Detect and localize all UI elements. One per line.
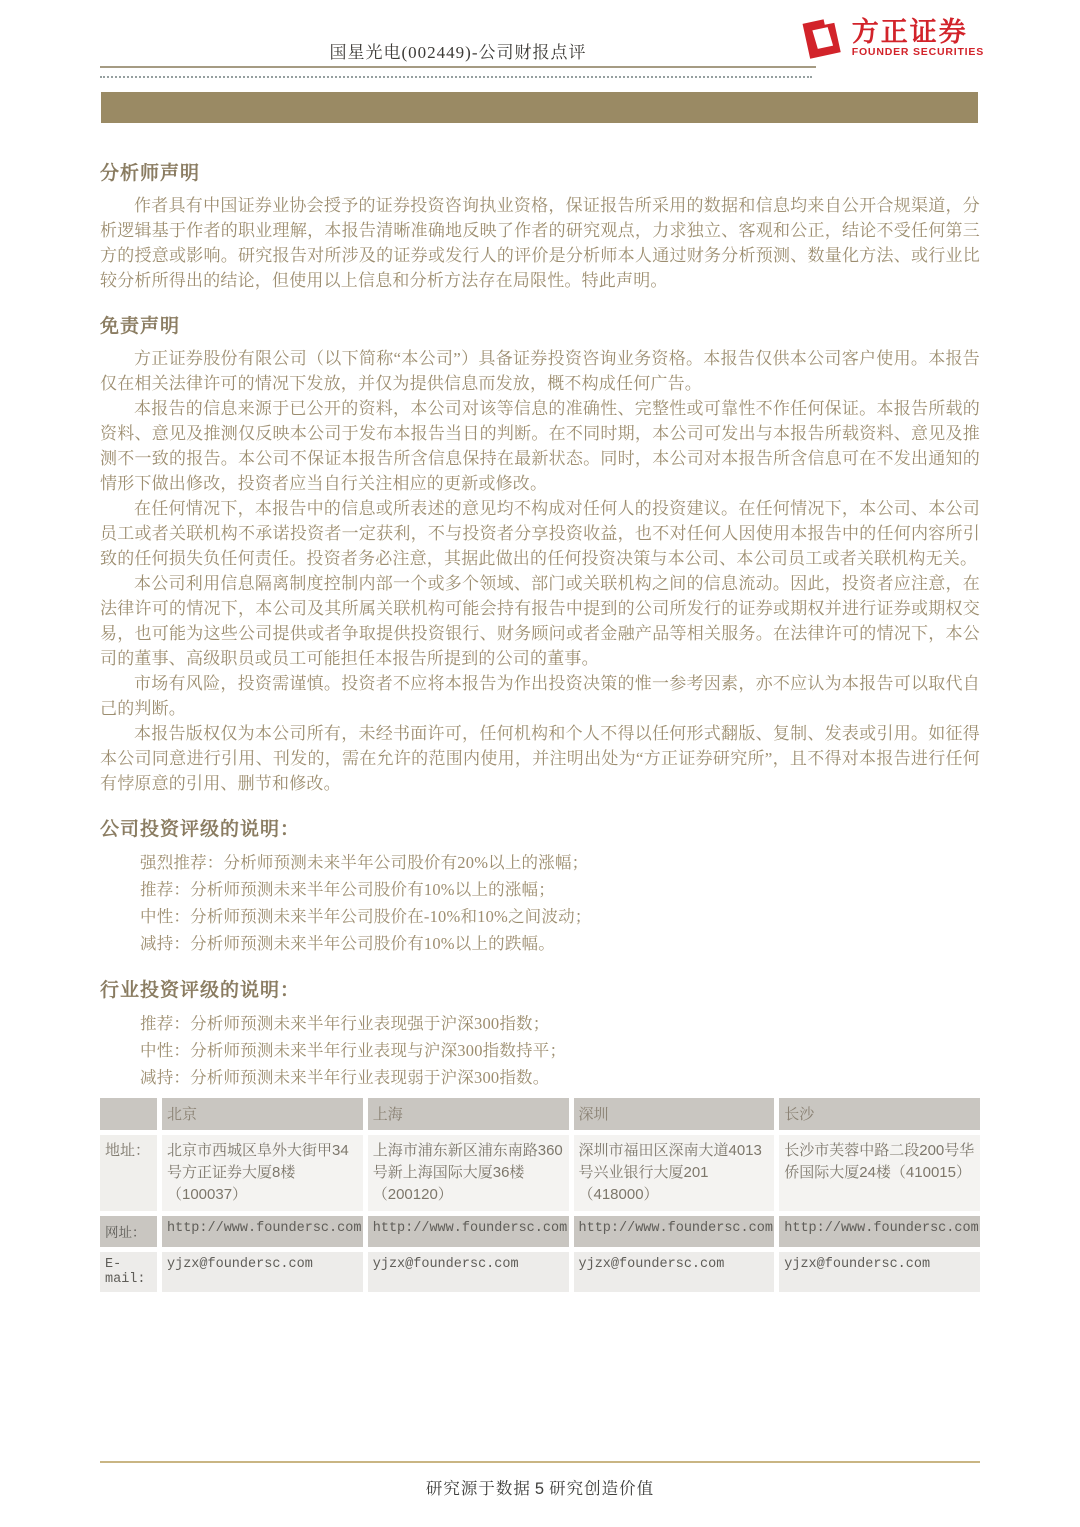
office-email-row [100,1252,980,1292]
logo-text-cn: 方正证券 [851,16,968,47]
industry-rating-item: 中性：分析师预测未来半年行业表现与沪深300指数持平； [140,1041,567,1060]
disclaimer-paragraph: 本报告版权仅为本公司所有，未经书面许可，任何机构和个人不得以任何形式翻版、复制、发表或引用。如征得本公司同意进行引用、刊发的，需在允许的范围内使用，并注明出处为“方正证券研究所”，且不得对本报告进行任何有悖原意的引用、删节和修改。 [100,724,980,793]
industry-rating-section [100,975,980,1091]
disclaimer-section [100,311,980,796]
disclaimer-heading: 免责声明 [100,316,181,337]
disclaimer-paragraph: 本报告的信息来源于已公开的资料，本公司对该等信息的准确性、完整性或可靠性不作任何保证。本报告所载的资料、意见及推测仅反映本公司于发布本报告当日的判断。在不同时期，本公司可发出与本报告所载资料、意见及推测不一致的报告。本公司不保证本报告所含信息保持在最新状态。同时，本公司对本报告所含信息可在不发出通知的情形下做出修改，投资者应当自行关注相应的更新或修改。 [100,399,980,493]
office-table-corner-cell [100,1098,157,1130]
office-contact-table [95,1093,985,1297]
email-row-label: E-mail: [100,1252,157,1292]
office-website-row [100,1216,980,1247]
logo-text [852,18,984,58]
founder-securities-logo [796,14,984,62]
main-content [100,140,980,1297]
office-email: yjzx@foundersc.com [368,1252,569,1292]
company-rating-section [100,814,980,957]
footer [0,1475,1080,1499]
footer-slogan-left: 研究源于数据 [425,1480,531,1498]
office-city-changsha: 长沙 [779,1098,980,1130]
office-address: 长沙市芙蓉中路二段200号华侨国际大厦24楼（410015） [779,1135,980,1211]
office-address-row [100,1135,980,1211]
footer-rule [100,1461,980,1463]
logo-text-en: FOUNDER SECURITIES [851,46,984,59]
company-rating-item: 减持：分析师预测未来半年公司股价有10%以上的跌幅。 [140,934,555,953]
company-rating-item: 中性：分析师预测未来半年公司股价在-10%和10%之间波动； [140,907,592,926]
disclaimer-paragraph: 在任何情况下，本报告中的信息或所表述的意见均不构成对任何人的投资建议。在任何情况下，本公司、本公司员工或者关联机构不承诺投资者一定获利，不与投资者分享投资收益，也不对任何人因使用本报告中的任何内容所引致的任何损失负任何责任。投资者务必注意，其据此做出的任何投资决策与本公司、本公司员工或者关联机构无关。 [100,499,980,568]
analyst-statement-paragraph: 作者具有中国证券业协会授予的证券投资咨询执业资格，保证报告所采用的数据和信息均来自公开合规渠道，分析逻辑基于作者的职业理解，本报告清晰准确地反映了作者的研究观点，力求独立、客观和公正，结论不受任何第三方的授意或影响。研究报告对所涉及的证券或发行人的评价是分析师本人通过财务分析预测、数量化方法、或行业比较分析所得出的结论，但使用以上信息和分析方法存在局限性。特此声明。 [100,196,980,290]
page-number: 5 [534,1480,546,1498]
company-rating-item: 推荐：分析师预测未来半年公司股价有10%以上的涨幅； [140,880,555,899]
office-address: 深圳市福田区深南大道4013号兴业银行大厦201（418000） [574,1135,775,1211]
disclaimer-paragraph: 本公司利用信息隔离制度控制内部一个或多个领域、部门或关联机构之间的信息流动。因此，投资者应注意，在法律许可的情况下，本公司及其所属关联机构可能会持有报告中提到的公司所发行的证券或期权并进行证券或期权交易，也可能为这些公司提供或者争取提供投资银行、财务顾问或者金融产品等相关服务。在法律许可的情况下，本公司的董事、高级职员或员工可能担任本报告所提到的公司的董事。 [100,574,980,668]
office-website-link: http://www.foundersc.com [368,1216,569,1247]
disclaimer-paragraph: 方正证券股份有限公司（以下简称“本公司”）具备证券投资咨询业务资格。本报告仅供本公司客户使用。本报告仅在相关法律许可的情况下发放，并仅为提供信息而发放，概不构成任何广告。 [100,349,980,393]
industry-rating-item: 减持：分析师预测未来半年行业表现弱于沪深300指数。 [140,1068,550,1087]
founder-cube-icon [796,14,844,62]
section-title-bar [101,92,978,123]
office-website-link: http://www.foundersc.com [779,1216,980,1247]
office-website-link: http://www.foundersc.com [162,1216,363,1247]
office-address: 北京市西城区阜外大街甲34号方正证券大厦8楼（100037） [162,1135,363,1211]
analyst-statement-section [100,158,980,293]
company-rating-heading: 公司投资评级的说明： [100,819,301,840]
analyst-statement-heading: 分析师声明 [100,163,201,184]
address-row-label: 地址： [100,1135,157,1211]
footer-slogan-right: 研究创造价值 [549,1480,655,1498]
website-row-label: 网址： [100,1216,157,1247]
office-city-beijing: 北京 [162,1098,363,1130]
office-website-link: http://www.foundersc.com [574,1216,775,1247]
office-email: yjzx@foundersc.com [574,1252,775,1292]
disclaimer-paragraph: 市场有风险，投资需谨慎。投资者不应将本报告为作出投资决策的惟一参考因素，亦不应认为本报告可以取代自己的判断。 [100,674,980,718]
industry-rating-item: 推荐：分析师预测未来半年行业表现强于沪深300指数； [140,1014,550,1033]
office-address: 上海市浦东新区浦东南路360号新上海国际大厦36楼（200120） [368,1135,569,1211]
office-city-shanghai: 上海 [368,1098,569,1130]
report-title: 国星光电(002449)-公司财报点评 [329,43,587,62]
company-rating-item: 强烈推荐：分析师预测未来半年公司股价有20%以上的涨幅； [140,853,589,872]
page-header [0,0,1080,92]
office-table-header-row [100,1098,980,1130]
header-rule-dotted [100,76,812,78]
office-email: yjzx@foundersc.com [779,1252,980,1292]
industry-rating-heading: 行业投资评级的说明： [100,980,301,1001]
office-city-shenzhen: 深圳 [574,1098,775,1130]
header-rule-solid [100,66,816,68]
office-email: yjzx@foundersc.com [162,1252,363,1292]
